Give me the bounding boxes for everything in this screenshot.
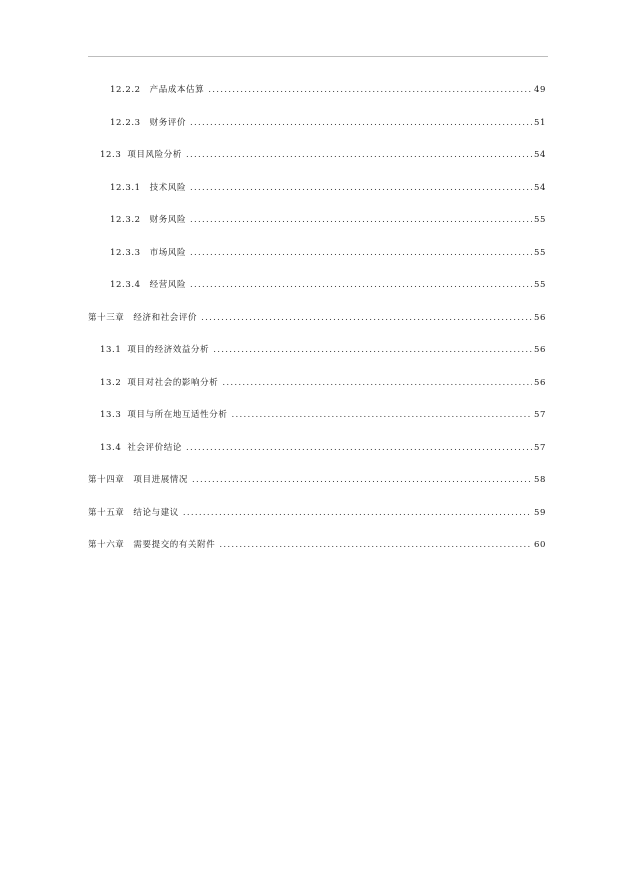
- toc-entry-title: 社会评价结论: [127, 442, 182, 453]
- toc-entry-title: 产品成本估算: [149, 85, 205, 95]
- toc-entry-title: 经济和社会评价: [133, 312, 198, 323]
- toc-entry-number: 12.3.1: [110, 182, 141, 193]
- toc-dot-leader: [190, 210, 532, 230]
- toc-entry[interactable]: [88, 80, 546, 113]
- toc-entry-title: 经营风险: [149, 280, 187, 290]
- toc-entry-page: 51: [533, 117, 546, 128]
- toc-entry-number: 12.3.3: [110, 247, 141, 258]
- toc-entry[interactable]: [88, 210, 546, 243]
- toc-entry-title: 财务风险: [149, 215, 187, 225]
- toc-entry-title: 项目风险分析: [127, 150, 182, 160]
- toc-entry-number: 第十三章: [88, 312, 125, 323]
- toc-entry-number: 第十四章: [88, 475, 125, 485]
- toc-entry[interactable]: [88, 243, 546, 276]
- toc-dot-leader: [213, 340, 532, 360]
- toc-entry-page: 56: [533, 312, 546, 323]
- toc-entry-number: 12.2.2: [110, 85, 141, 95]
- toc-entry-number: 第十六章: [88, 540, 125, 550]
- toc-entry-title: 市场风险: [149, 247, 187, 258]
- toc-entry[interactable]: [88, 275, 546, 308]
- toc-entry-title: 结论与建议: [133, 507, 179, 518]
- toc-dot-leader: [183, 503, 532, 523]
- toc-entry-number: 13.2: [100, 377, 122, 388]
- toc-entry-page: 49: [533, 85, 546, 95]
- toc-entry-number: 13.4: [100, 442, 122, 453]
- toc-entry-number: 13.1: [100, 345, 122, 355]
- toc-dot-leader: [219, 535, 532, 555]
- toc-entry-title: 需要提交的有关附件: [133, 540, 216, 550]
- toc-entry[interactable]: [88, 373, 546, 406]
- toc-entry-page: 54: [533, 182, 546, 193]
- toc-entry[interactable]: [88, 145, 546, 178]
- toc-entry-page: 56: [533, 345, 546, 355]
- toc-entry[interactable]: [88, 178, 546, 211]
- toc-dot-leader: [201, 308, 532, 328]
- toc-entry-page: 56: [533, 377, 546, 388]
- toc-entry-page: 58: [533, 475, 546, 485]
- toc-entry-page: 55: [533, 247, 546, 258]
- toc-dot-leader: [190, 243, 532, 263]
- toc-entry-number: 12.3.4: [110, 280, 141, 290]
- toc-dot-leader: [190, 178, 532, 198]
- toc-entry-title: 项目的经济效益分析: [127, 345, 210, 355]
- toc-entry-title: 项目与所在地互适性分析: [127, 410, 228, 420]
- toc-entry[interactable]: [88, 405, 546, 438]
- toc-entry-page: 60: [533, 540, 546, 550]
- toc-dot-leader: [222, 373, 532, 393]
- toc-entry-title: 项目进展情况: [133, 475, 189, 485]
- toc-dot-leader: [192, 470, 532, 490]
- toc-entry-page: 54: [533, 150, 546, 160]
- toc-entry[interactable]: [88, 308, 546, 341]
- toc-entry-number: 12.2.3: [110, 117, 141, 128]
- table-of-contents: [88, 80, 546, 568]
- toc-entry-page: 57: [533, 442, 546, 453]
- toc-entry[interactable]: [88, 438, 546, 471]
- toc-entry[interactable]: [88, 535, 546, 568]
- toc-entry-number: 12.3: [100, 150, 122, 160]
- toc-entry-number: 第十五章: [88, 507, 125, 518]
- toc-entry[interactable]: [88, 503, 546, 536]
- toc-entry-page: 55: [533, 280, 546, 290]
- toc-entry-page: 59: [533, 507, 546, 518]
- toc-dot-leader: [190, 275, 532, 295]
- toc-entry-number: 13.3: [100, 410, 122, 420]
- toc-entry-page: 57: [533, 410, 546, 420]
- toc-entry[interactable]: [88, 470, 546, 503]
- toc-entry-title: 项目对社会的影响分析: [127, 377, 219, 388]
- header-rule: [88, 56, 548, 57]
- toc-entry-title: 财务评价: [149, 117, 187, 128]
- toc-dot-leader: [231, 405, 532, 425]
- toc-entry-title: 技术风险: [149, 182, 187, 193]
- toc-entry[interactable]: [88, 340, 546, 373]
- toc-entry-number: 12.3.2: [110, 215, 141, 225]
- toc-dot-leader: [190, 113, 532, 133]
- toc-dot-leader: [208, 80, 532, 100]
- toc-dot-leader: [186, 438, 532, 458]
- toc-entry[interactable]: [88, 113, 546, 146]
- toc-dot-leader: [186, 145, 532, 165]
- toc-entry-page: 55: [533, 215, 546, 225]
